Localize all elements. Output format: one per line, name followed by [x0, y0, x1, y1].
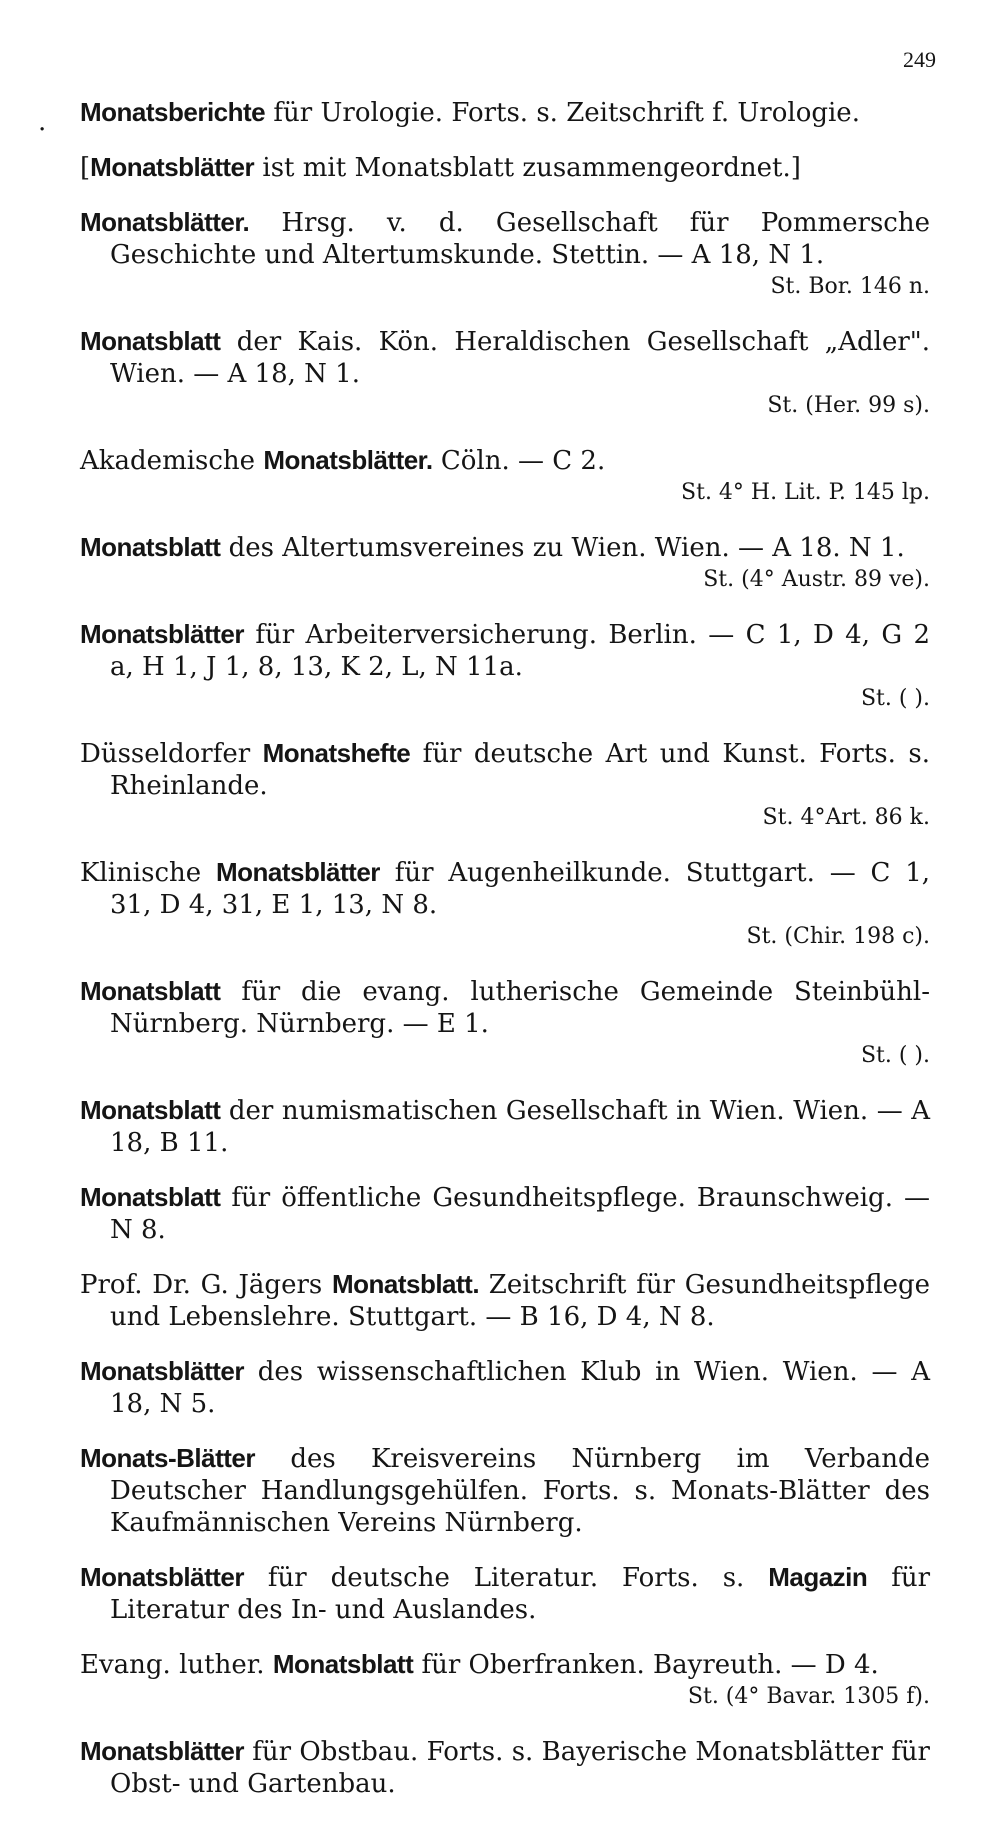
call-number: St. (Her. 99 s). [767, 393, 930, 418]
call-number: St. (Chir. 198 c). [746, 924, 930, 949]
entry-keyword: Monatsblätter [80, 1356, 244, 1386]
entry-text [80, 618, 930, 683]
entry-text [80, 1094, 930, 1159]
stray-mark: . [38, 107, 47, 137]
call-number: St. ( ). [860, 686, 930, 711]
entry-segment: für deutsche Art und Kunst. Forts. s. Rheinlande. [110, 739, 930, 801]
entry-keyword: Monatsblätter [80, 619, 244, 649]
catalog-entry-monatsblaetter-wiss-klub [80, 1355, 930, 1420]
catalog-entry-monatsblaetter-pommersche [80, 206, 930, 303]
entry-list [80, 96, 930, 1822]
call-number: St. 4°Art. 86 k. [762, 805, 930, 830]
entry-keyword: Monatsblätter [215, 857, 380, 887]
entry-text [80, 325, 930, 390]
entry-segment: Düsseldorfer [80, 739, 263, 769]
entry-text [80, 856, 930, 921]
catalog-entry-monatsberichte-urologie [80, 96, 930, 129]
entry-text [80, 151, 930, 184]
catalog-entry-monatsblatt-oberfranken [80, 1648, 930, 1713]
entry-segment: Cöln. — C 2. [432, 446, 606, 476]
page-number: 249 [903, 47, 936, 72]
catalog-entry-monatsblatt-adler [80, 325, 930, 422]
catalog-entry-monatsblatt-altertumsverein [80, 531, 930, 596]
entry-keyword: Monatsberichte [80, 97, 266, 127]
entry-segment: für Augenheilkunde. Stuttgart. — C 1, 31, D 4, 31, E 1, 13, N 8. [110, 858, 930, 920]
entry-text [80, 1181, 930, 1246]
entry-text [80, 206, 930, 271]
entry-text [80, 444, 930, 477]
entry-segment: des Kreisvereins Nürnberg im Verbande Deutscher Handlungsgehülfen. Forts. s. Monats-Blätter des Kaufmännischen Vereins Nürnberg. [110, 1444, 930, 1538]
entry-keyword: Monatsblätter [80, 1736, 244, 1766]
entry-segment: des Altertumsvereines zu Wien. Wien. — A 18. N 1. [220, 533, 905, 563]
entry-segment: für die evang. lutherische Gemeinde Steinbühl-Nürnberg. Nürnberg. — E 1. [110, 977, 930, 1039]
entry-text [80, 1355, 930, 1420]
entry-keyword: Monatsblatt [80, 1095, 221, 1125]
entry-segment: Zeitschrift für Gesundheitspflege und Lebenslehre. Stuttgart. — B 16, D 4, N 8. [110, 1270, 930, 1332]
entry-segment: für deutsche Literatur. Forts. s. [243, 1563, 769, 1593]
entry-text [80, 975, 930, 1040]
catalog-entry-monatsblatt-numismatisch [80, 1094, 930, 1159]
call-number: St. Bor. 146 n. [770, 274, 930, 299]
entry-segment: der numismatischen Gesellschaft in Wien. Wien. — A 18, B 11. [110, 1096, 930, 1158]
entry-keyword: Monatsblatt [80, 532, 221, 562]
entry-segment: [ [80, 153, 91, 183]
entry-keyword: Monats-Blätter [80, 1443, 256, 1473]
catalog-entry-monatsblaetter-zusammengeordnet [80, 151, 930, 184]
entry-segment: Evang. luther. [80, 1650, 273, 1680]
call-number: St. ( ). [860, 1043, 930, 1068]
entry-keyword: Monatsblätter. [263, 445, 433, 475]
call-number: St. (4° Bavar. 1305 f). [687, 1684, 930, 1709]
entry-keyword: Monatsblatt [80, 326, 221, 356]
catalog-entry-klinische-monatsblaetter [80, 856, 930, 953]
entry-segment: für Urologie. Forts. s. Zeitschrift f. Urologie. [265, 98, 860, 128]
catalog-entry-duesseldorfer-monatshefte [80, 737, 930, 834]
entry-keyword: Monatsblätter. [80, 207, 250, 237]
entry-text [80, 531, 930, 564]
entry-segment: des wissenschaftlichen Klub in Wien. Wien. — A 18, N 5. [110, 1357, 930, 1419]
entry-keyword: Monatsblätter [90, 152, 255, 182]
catalog-entry-monatsblatt-steinbuehl [80, 975, 930, 1072]
entry-keyword: Magazin [768, 1562, 868, 1592]
call-number: St. 4° H. Lit. P. 145 lp. [681, 480, 930, 505]
entry-segment: der Kais. Kön. Heraldischen Gesellschaft „Adler". Wien. — A 18, N 1. [110, 327, 930, 389]
entry-keyword: Monatsblätter [80, 1562, 244, 1592]
entry-text [80, 737, 930, 802]
entry-segment: für Oberfranken. Bayreuth. — D 4. [413, 1650, 879, 1680]
entry-segment: für Literatur des In- und Auslandes. [110, 1563, 931, 1625]
catalog-entry-monatsblaetter-obstbau [80, 1735, 930, 1800]
catalog-entry-monatsblaetter-arbeiterversicherung [80, 618, 930, 715]
entry-segment: Klinische [80, 858, 216, 888]
entry-segment: Prof. Dr. G. Jägers [80, 1270, 332, 1300]
call-number: St. (4° Austr. 89 ve). [703, 567, 930, 592]
entry-text [80, 1648, 930, 1681]
entry-keyword: Monatshefte [262, 738, 411, 768]
entry-text [80, 1268, 930, 1333]
entry-text [80, 1442, 930, 1539]
entry-segment: für öffentliche Gesundheitspflege. Braunschweig. — N 8. [110, 1183, 930, 1245]
entry-keyword: Monatsblatt [272, 1649, 414, 1679]
entry-keyword: Monatsblatt [80, 1182, 221, 1212]
catalog-entry-monats-blaetter-kreisverein [80, 1442, 930, 1539]
entry-segment: für Obstbau. Forts. s. Bayerische Monatsblätter für Obst- und Gartenbau. [110, 1737, 930, 1799]
entry-segment: für Arbeiterversicherung. Berlin. — C 1, D 4, G 2 a, H 1, J 1, 8, 13, K 2, L, N 11a. [110, 620, 930, 682]
catalog-entry-monatsblatt-gesundheitspflege [80, 1181, 930, 1246]
catalog-entry-jaegers-monatsblatt [80, 1268, 930, 1333]
entry-text [80, 1735, 930, 1800]
entry-keyword: Monatsblatt. [331, 1269, 480, 1299]
catalog-entry-monatsblaetter-literatur [80, 1561, 930, 1626]
entry-text [80, 96, 930, 129]
entry-keyword: Monatsblatt [80, 976, 221, 1006]
entry-text [80, 1561, 930, 1626]
entry-segment: Hrsg. v. d. Gesellschaft für Pommersche Geschichte und Altertumskunde. Stettin. — A 18, N 1. [110, 208, 930, 270]
catalog-entry-akademische-monatsblaetter [80, 444, 930, 509]
entry-segment: ist mit Monatsblatt zusammengeordnet.] [254, 153, 801, 183]
entry-segment: Akademische [80, 446, 264, 476]
